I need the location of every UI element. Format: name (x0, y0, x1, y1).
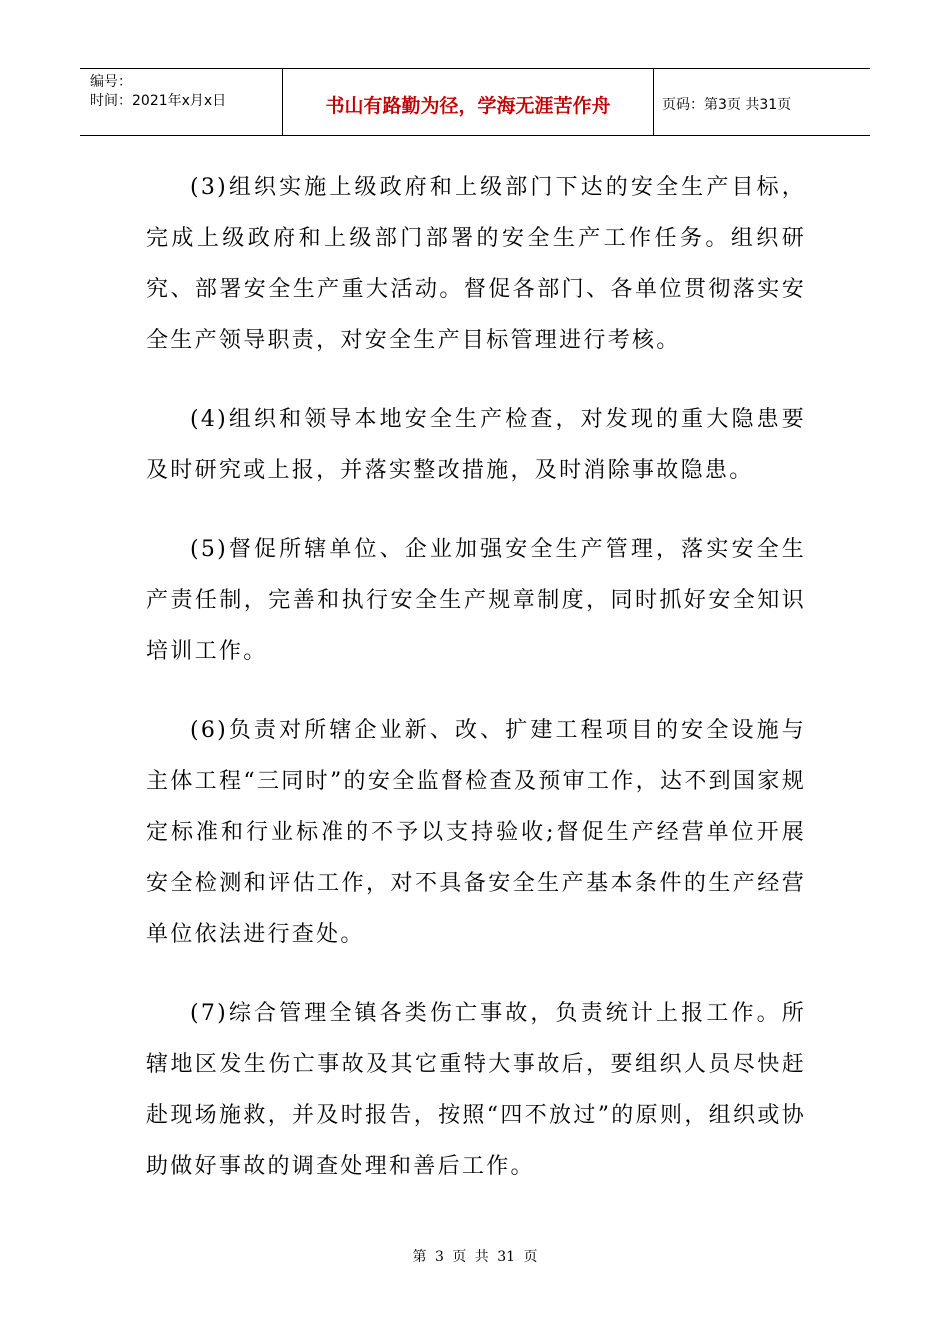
page-footer: 第 3 页 共 31 页 (412, 1249, 538, 1265)
paragraph-3: (3)组织实施上级政府和上级部门下达的安全生产目标，完成上级政府和上级部门部署的安全生产工作任务。组织研究、部署安全生产重大活动。督促各部门、各单位贯彻落实安全生产领导职责，对安全生产目标管理进行考核。 (146, 175, 806, 353)
paragraph-5: (5)督促所辖单位、企业加强安全生产管理，落实安全生产责任制，完善和执行安全生产规章制度，同时抓好安全知识培训工作。 (146, 537, 806, 664)
paragraph-6: (6)负责对所辖企业新、改、扩建工程项目的安全设施与主体工程“三同时”的安全监督检查及预审工作，达不到国家规定标准和行业标准的不予以支持验收;督促生产经营单位开展安全检测和评估工作，对不具备安全生产基本条件的生产经营单位依法进行查处。 (146, 718, 806, 947)
header-page-code: 页码：第3页 共31页 (662, 97, 792, 113)
page-header (80, 68, 870, 136)
document-time: 时间：2021年x月x日 (90, 93, 227, 109)
document-body (146, 162, 806, 1220)
paragraph-4: (4)组织和领导本地安全生产检查，对发现的重大隐患要及时研究或上报，并落实整改措施，及时消除事故隐患。 (146, 407, 806, 483)
document-number-label: 编号： (90, 74, 132, 90)
header-motto: 书山有路勤为径，学海无涯苦作舟 (283, 69, 654, 135)
header-meta (80, 69, 283, 135)
paragraph-7: (7)综合管理全镇各类伤亡事故，负责统计上报工作。所辖地区发生伤亡事故及其它重特大事故后，要组织人员尽快赶赴现场施救，并及时报告，按照“四不放过”的原则，组织或协助做好事故的调查处理和善后工作。 (146, 1001, 806, 1179)
